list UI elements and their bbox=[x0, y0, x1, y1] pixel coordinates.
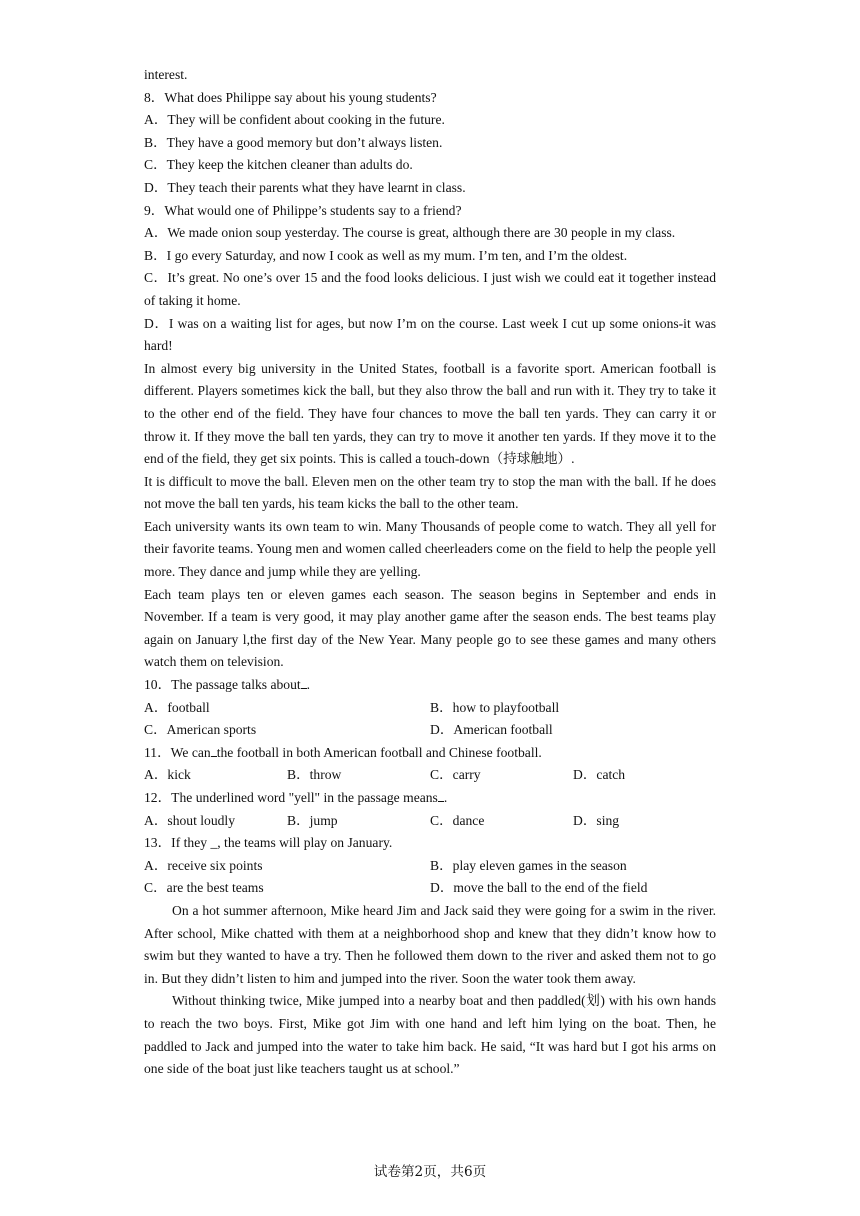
question-10-option-c[interactable]: C．American sports bbox=[144, 722, 257, 738]
page-footer: 试卷第2页，共6页 bbox=[373, 1164, 487, 1180]
question-12-options-row bbox=[144, 810, 716, 833]
question-8-option-d[interactable]: D．They teach their parents what they have learnt in class. bbox=[144, 179, 466, 195]
question-11-stem bbox=[144, 742, 716, 765]
question-10-stem-end: . bbox=[306, 677, 311, 693]
question-9-option-d[interactable]: D．I was on a waiting list for ages, but now I’m on the course. Last week I cut up some onions-it was hard! bbox=[144, 315, 716, 354]
question-11-stem-text: 11．We can bbox=[144, 744, 211, 760]
question-10-options-row bbox=[144, 719, 716, 742]
question-11-option-d[interactable]: D．catch bbox=[573, 767, 626, 783]
passage-3-paragraph: On a hot summer afternoon, Mike heard Jim and Jack said they were going for a swim in the river. After school, Mike chatted with them at a neighborhood shop and knew that they didn’t know how to swim but they wanted to have a try. Then he followed them down to the river and asked them not to go in. But they didn’t listen to him and jumped into the river. Soon the water took them away. bbox=[144, 902, 716, 986]
question-9-stem: 9．What would one of Philippe’s students say to a friend? bbox=[144, 202, 462, 218]
question-13-option-d[interactable]: D．move the ball to the end of the field bbox=[430, 880, 648, 896]
question-13-options-row bbox=[144, 855, 716, 878]
passage-2-paragraph: In almost every big university in the United States, football is a favorite sport. American football is different. Players sometimes kick the ball, but they also throw the ball and run with it. They try to take it to the other end of the field. They have four chances to move the ball ten yards. They can carry it or throw it. If they move the ball ten yards, they can try to move it another ten yards. If they move it to the end of the field, they get six points. This is called a touch-down（持球触地）. bbox=[144, 360, 716, 467]
question-10-stem-text: 10．The passage talks about bbox=[144, 677, 301, 693]
question-9-option-a[interactable]: A．We made onion soup yesterday. The course is great, although there are 30 people in my class. bbox=[144, 225, 676, 241]
question-11-stem-end: the football in both American football and Chinese football. bbox=[216, 744, 542, 760]
question-13-option-c[interactable]: C．are the best teams bbox=[144, 880, 264, 896]
question-11-option-c[interactable]: C．carry bbox=[430, 767, 481, 783]
question-13-stem: 13．If they _, the teams will play on January. bbox=[144, 835, 393, 851]
passage-2-paragraph: Each team plays ten or eleven games each season. The season begins in September and ends in November. If a team is very good, it may play another game after the season ends. The best teams play again on January l,the first day of the New Year. Many people go to see these games and many others watch them on television. bbox=[144, 586, 716, 670]
question-13-option-a[interactable]: A．receive six points bbox=[144, 857, 263, 873]
question-12-option-b[interactable]: B．jump bbox=[287, 812, 338, 828]
question-12-stem-text: 12．The underlined word "yell" in the passage means bbox=[144, 790, 438, 805]
question-10-option-a[interactable]: A．football bbox=[144, 699, 210, 715]
question-11-options-row bbox=[144, 764, 716, 787]
question-8-option-c[interactable]: C．They keep the kitchen cleaner than adults do. bbox=[144, 157, 413, 173]
question-12-option-a[interactable]: A．shout loudly bbox=[144, 812, 236, 828]
question-10-stem bbox=[144, 674, 716, 697]
question-10-options-row bbox=[144, 697, 716, 720]
question-12-stem bbox=[144, 787, 716, 810]
passage-3-paragraph: Without thinking twice, Mike jumped into a nearby boat and then paddled(划) with his own hands to reach the two boys. First, Mike got Jim with one hand and left him lying on the boat. Then, he paddled to Jack and jumped into the water to take him back. He said, “It was hard but I got his arms on one side of the boat just like teachers taught us at school.” bbox=[144, 993, 716, 1077]
question-12-option-d[interactable]: D．sing bbox=[573, 812, 620, 828]
question-8-option-a[interactable]: A．They will be confident about cooking in the future. bbox=[144, 112, 445, 128]
question-11-option-a[interactable]: A．kick bbox=[144, 767, 191, 783]
question-8-stem: 8．What does Philippe say about his young students? bbox=[144, 89, 437, 105]
passage-fragment: interest. bbox=[144, 67, 188, 82]
passage-2-paragraph: Each university wants its own team to win. Many Thousands of people come to watch. They all yell for their favorite teams. Young men and women called cheerleaders come on the field to help the people yell more. They dance and jump while they are yelling. bbox=[144, 518, 716, 580]
question-8-option-b[interactable]: B．They have a good memory but don’t always listen. bbox=[144, 134, 443, 150]
passage-2-paragraph: It is difficult to move the ball. Eleven men on the other team try to stop the man with the ball. If he does not move the ball ten yards, his team kicks the ball to the other team. bbox=[144, 473, 716, 512]
question-11-option-b[interactable]: B．throw bbox=[287, 767, 342, 783]
exam-page bbox=[144, 64, 716, 1081]
question-13-options-row bbox=[144, 877, 716, 900]
question-13-option-b[interactable]: B．play eleven games in the season bbox=[430, 857, 627, 873]
question-12-stem-end: . bbox=[443, 790, 448, 805]
question-12-option-c[interactable]: C．dance bbox=[430, 812, 485, 828]
question-10-option-b[interactable]: B．how to playfootball bbox=[430, 699, 560, 715]
question-9-option-b[interactable]: B．I go every Saturday, and now I cook as well as my mum. I’m ten, and I’m the oldest. bbox=[144, 247, 628, 263]
question-10-option-d[interactable]: D．American football bbox=[430, 722, 553, 738]
question-9-option-c[interactable]: C．It’s great. No one’s over 15 and the food looks delicious. I just wish we could eat it together instead of taking it home. bbox=[144, 270, 716, 308]
